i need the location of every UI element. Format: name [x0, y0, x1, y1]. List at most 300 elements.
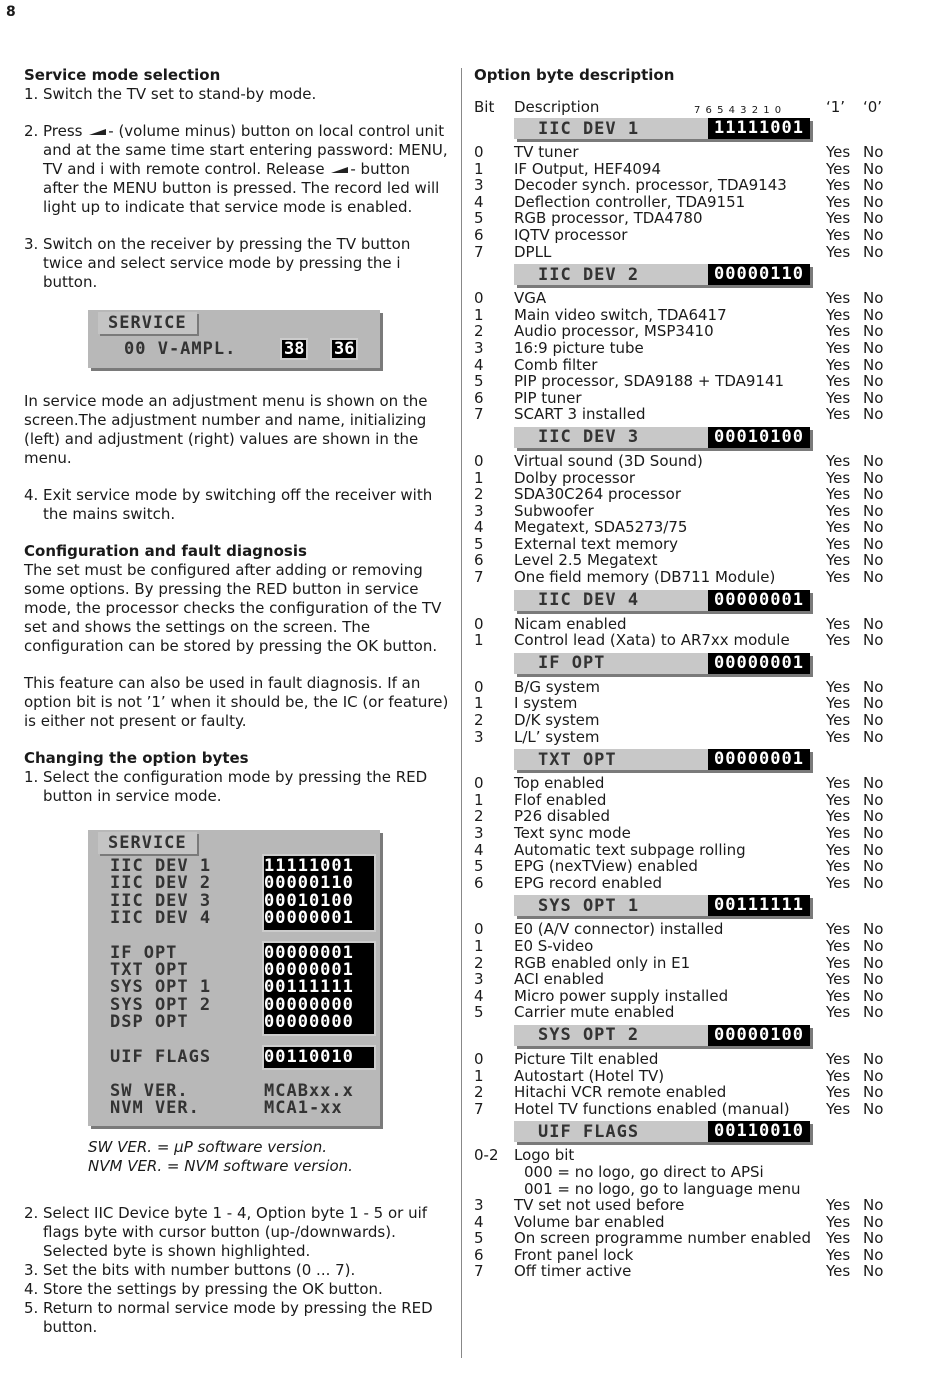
- page-number: 8: [6, 4, 16, 20]
- one-cell: Yes: [826, 631, 851, 650]
- option-row: [474, 1101, 934, 1118]
- config-step-2: 2. Select IIC Device byte 1 - 4, Option byte 1 - 5 or uif flags byte with cursor button (up-/downwards). Selected byte is shown highlighted.: [24, 1204, 428, 1260]
- description-cell: 000 = no logo, go direct to APSi: [524, 1162, 764, 1181]
- one-cell: Yes: [826, 1212, 851, 1231]
- description-cell: Level 2.5 Megatext: [514, 551, 658, 570]
- option-row: [474, 988, 934, 1005]
- osd-config-value: 00111111: [264, 977, 354, 998]
- description-cell: EPG record enabled: [514, 873, 662, 892]
- description-cell: PIP tuner: [514, 388, 582, 407]
- zero-cell: No: [863, 551, 884, 570]
- option-row: [474, 406, 934, 423]
- section-label: IF OPT: [538, 653, 606, 674]
- one-cell: Yes: [826, 857, 851, 876]
- option-row: [474, 307, 934, 324]
- col-bit: Bit: [474, 98, 495, 116]
- one-cell: Yes: [826, 1099, 851, 1118]
- caption-sw-version: SW VER. = μP software version.: [88, 1138, 327, 1156]
- one-cell: Yes: [826, 1245, 851, 1264]
- service-osd-small: [88, 310, 380, 368]
- option-row: [474, 486, 934, 503]
- bit-cell: 4: [474, 355, 484, 374]
- one-cell: Yes: [826, 225, 851, 244]
- option-row: [474, 1068, 934, 1085]
- section-value: 00110010: [708, 1121, 810, 1142]
- osd-config-row: [110, 1100, 368, 1117]
- option-row: [474, 373, 934, 390]
- zero-cell: No: [863, 920, 884, 939]
- one-cell: Yes: [826, 468, 851, 487]
- description-cell: Nicam enabled: [514, 614, 627, 633]
- bit-cell: 7: [474, 405, 484, 424]
- option-row: [474, 323, 934, 340]
- description-cell: B/G system: [514, 677, 600, 696]
- description-cell: RGB enabled only in E1: [514, 953, 691, 972]
- section-value: 00000100: [708, 1025, 810, 1046]
- osd-config-value: 00000001: [264, 960, 354, 981]
- zero-cell: No: [863, 1049, 884, 1068]
- option-row: [474, 1263, 934, 1280]
- section-bar: [514, 264, 810, 285]
- description-cell: ACI enabled: [514, 970, 605, 989]
- one-cell: [836, 1164, 873, 1181]
- description-cell: RGB processor, TDA4780: [514, 209, 703, 228]
- one-cell: Yes: [826, 176, 851, 195]
- option-row: [474, 1247, 934, 1264]
- one-cell: Yes: [826, 534, 851, 553]
- description-cell: External text memory: [514, 534, 679, 553]
- zero-cell: No: [863, 176, 884, 195]
- bit-cell: 5: [474, 1003, 484, 1022]
- zero-cell: No: [863, 694, 884, 713]
- zero-cell: No: [863, 1196, 884, 1215]
- description-cell: One field memory (DB711 Module): [514, 568, 776, 587]
- configuration-paragraph: The set must be configured after adding or removing some options. By pressing the RED button in service mode, the processor checks the configuration of the TV set and shows the settings on the screen. The configuration can be stored by pressing the OK button.: [24, 561, 442, 655]
- zero-cell: No: [863, 534, 884, 553]
- option-row: [474, 775, 934, 792]
- description-cell: Off timer active: [514, 1262, 632, 1281]
- one-cell: Yes: [826, 242, 851, 261]
- bit-cell: 5: [474, 534, 484, 553]
- zero-cell: No: [863, 485, 884, 504]
- description-cell: 001 = no logo, go to language menu: [524, 1179, 801, 1198]
- one-cell: Yes: [826, 727, 851, 746]
- option-row: [474, 453, 934, 470]
- description-cell: DPLL: [514, 242, 552, 261]
- option-row: [474, 1181, 934, 1198]
- description-cell: EPG (nexTView) enabled: [514, 857, 698, 876]
- one-cell: Yes: [826, 614, 851, 633]
- description-cell: P26 disabled: [514, 807, 611, 826]
- description-cell: D/K system: [514, 711, 600, 730]
- one-cell: Yes: [826, 305, 851, 324]
- zero-cell: No: [863, 1083, 884, 1102]
- option-row: [474, 1214, 934, 1231]
- zero-cell: No: [863, 1245, 884, 1264]
- section-label: UIF FLAGS: [538, 1121, 640, 1142]
- option-row: [474, 357, 934, 374]
- section-bar: [514, 1025, 810, 1046]
- option-row: [474, 177, 934, 194]
- section-label: IIC DEV 1: [538, 118, 640, 139]
- one-cell: Yes: [826, 807, 851, 826]
- step-1: 1. Switch the TV set to stand-by mode.: [24, 85, 317, 103]
- osd-config-value: 00000000: [264, 1012, 354, 1033]
- zero-cell: No: [863, 1212, 884, 1231]
- one-cell: Yes: [826, 936, 851, 955]
- option-row: [474, 792, 934, 809]
- osd-config-label: SW VER.: [110, 1081, 189, 1102]
- one-cell: Yes: [826, 355, 851, 374]
- zero-cell: No: [863, 677, 884, 696]
- bit-cell: 7: [474, 568, 484, 587]
- step-2: 2. Press - (volume minus) button on local control unit and at the same time start entering password: MENU, TV and i with remote control. Release - button after the MENU button is pressed. The record led will light up to indicate that service mode is enabled.: [24, 122, 448, 216]
- fault-diagnosis-paragraph: This feature can also be used in fault diagnosis. If an option bit is not ’1’ when it should be, the IC (or feature) is either not present or faulty.: [24, 674, 449, 730]
- config-step-5: 5. Return to normal service mode by pressing the RED button.: [24, 1299, 433, 1336]
- one-cell: Yes: [826, 774, 851, 793]
- step-4: 4. Exit service mode by switching off the receiver with the mains switch.: [24, 486, 433, 523]
- bit-cell: 0: [474, 289, 484, 308]
- zero-cell: No: [863, 209, 884, 228]
- zero-cell: No: [863, 451, 884, 470]
- bit-cell: 3: [474, 501, 484, 520]
- bit-order: 7 6 5 4 3 2 1 0: [694, 105, 783, 116]
- zero-cell: No: [863, 355, 884, 374]
- bit-cell: 6: [474, 1245, 484, 1264]
- osd-config-label: SYS OPT 1: [110, 977, 212, 998]
- osd-config-label: IF OPT: [110, 942, 178, 963]
- zero-cell: No: [863, 970, 884, 989]
- zero-cell: No: [863, 953, 884, 972]
- bit-cell: [474, 1164, 514, 1181]
- option-row: [474, 858, 934, 875]
- description-cell: Top enabled: [514, 774, 605, 793]
- bit-cell: 1: [474, 159, 484, 178]
- bit-cell: 2: [474, 1083, 484, 1102]
- one-cell: Yes: [826, 1003, 851, 1022]
- description-cell: Logo bit: [514, 1146, 575, 1165]
- zero-cell: No: [863, 322, 884, 341]
- bit-cell: 1: [474, 694, 484, 713]
- zero-cell: [863, 1147, 903, 1164]
- option-row: [474, 390, 934, 407]
- one-cell: Yes: [826, 501, 851, 520]
- option-row: [474, 825, 934, 842]
- bit-cell: 4: [474, 1212, 484, 1231]
- zero-cell: No: [863, 807, 884, 826]
- osd-config-row: [110, 1046, 368, 1067]
- bit-cell: 1: [474, 790, 484, 809]
- zero-cell: No: [863, 568, 884, 587]
- zero-cell: No: [863, 501, 884, 520]
- bit-cell: 1: [474, 1066, 484, 1085]
- one-cell: [826, 1147, 863, 1164]
- section-bar: [514, 118, 810, 139]
- heading-option-byte-description: Option byte description: [474, 66, 675, 84]
- service-osd-config: [88, 830, 380, 1126]
- bit-cell: 0: [474, 1049, 484, 1068]
- osd-config-value: 11111001: [264, 856, 354, 876]
- one-cell: Yes: [826, 451, 851, 470]
- one-cell: Yes: [826, 209, 851, 228]
- description-cell: IQTV processor: [514, 225, 628, 244]
- one-cell: Yes: [826, 694, 851, 713]
- description-cell: Picture Tilt enabled: [514, 1049, 659, 1068]
- bit-cell: 3: [474, 1196, 484, 1215]
- bit-cell: 0-2: [474, 1146, 499, 1165]
- section-bar: [514, 749, 810, 770]
- one-cell: Yes: [826, 322, 851, 341]
- one-cell: Yes: [826, 1083, 851, 1102]
- one-cell: Yes: [826, 840, 851, 859]
- option-row: [474, 470, 934, 487]
- description-cell: Flof enabled: [514, 790, 607, 809]
- osd-config-label: IIC DEV 1: [110, 856, 212, 876]
- zero-cell: No: [863, 518, 884, 537]
- option-row: [474, 552, 934, 569]
- bit-cell: 4: [474, 986, 484, 1005]
- osd-config-value: 00010100: [264, 890, 354, 911]
- option-row: [474, 210, 934, 227]
- left-column: [24, 66, 449, 1337]
- one-cell: Yes: [826, 790, 851, 809]
- section-label: IIC DEV 2: [538, 264, 640, 285]
- description-cell: Micro power supply installed: [514, 986, 729, 1005]
- section-value: 00000001: [708, 653, 810, 674]
- section-value: 00010100: [708, 427, 810, 448]
- bit-cell: 0: [474, 451, 484, 470]
- description-cell: On screen programme number enabled: [514, 1229, 812, 1248]
- heading-service-mode: Service mode selection: [24, 66, 221, 84]
- bit-cell: 6: [474, 551, 484, 570]
- option-row: [474, 519, 934, 536]
- bit-cell: 7: [474, 1262, 484, 1281]
- option-row: [474, 1197, 934, 1214]
- bit-cell: 7: [474, 242, 484, 261]
- bit-cell: 3: [474, 727, 484, 746]
- zero-cell: No: [863, 225, 884, 244]
- one-cell: Yes: [826, 289, 851, 308]
- osd-config-label: NVM VER.: [110, 1098, 200, 1119]
- one-cell: Yes: [826, 986, 851, 1005]
- section-bar: [514, 427, 810, 448]
- one-cell: Yes: [826, 1066, 851, 1085]
- bit-cell: 6: [474, 388, 484, 407]
- one-cell: Yes: [826, 338, 851, 357]
- osd-config-label: DSP OPT: [110, 1012, 189, 1033]
- bit-cell: 0: [474, 143, 484, 161]
- option-row: [474, 616, 934, 633]
- one-cell: Yes: [826, 711, 851, 730]
- col-description: Description: [514, 98, 600, 116]
- one-cell: Yes: [826, 677, 851, 696]
- zero-cell: No: [863, 159, 884, 178]
- right-column: [474, 66, 934, 1282]
- one-cell: Yes: [826, 372, 851, 391]
- bit-cell: 5: [474, 857, 484, 876]
- section-label: IIC DEV 4: [538, 590, 640, 611]
- osd-init-value: 38: [280, 338, 308, 360]
- osd-config-value: 00000001: [264, 908, 354, 929]
- osd-config-value: 00000110: [264, 873, 354, 894]
- osd-tab-service: SERVICE: [98, 312, 197, 334]
- option-row: [474, 194, 934, 211]
- osd-config-label: IIC DEV 2: [110, 873, 212, 894]
- description-cell: VGA: [514, 289, 547, 308]
- zero-cell: No: [863, 873, 884, 892]
- col-zero: ‘0’: [863, 98, 883, 116]
- description-cell: Volume bar enabled: [514, 1212, 665, 1231]
- zero-cell: No: [863, 857, 884, 876]
- option-row: [474, 1004, 934, 1021]
- one-cell: Yes: [826, 388, 851, 407]
- one-cell: Yes: [826, 143, 851, 161]
- bit-cell: 2: [474, 711, 484, 730]
- description-cell: Front panel lock: [514, 1245, 634, 1264]
- bit-cell: 3: [474, 176, 484, 195]
- one-cell: Yes: [826, 873, 851, 892]
- section-bar: [514, 653, 810, 674]
- zero-cell: No: [863, 388, 884, 407]
- description-cell: Automatic text subpage rolling: [514, 840, 746, 859]
- zero-cell: [873, 1181, 913, 1198]
- zero-cell: No: [863, 405, 884, 424]
- zero-cell: No: [863, 1229, 884, 1248]
- osd-config-row: [110, 1014, 368, 1031]
- bit-cell: 1: [474, 305, 484, 324]
- description-cell: SCART 3 installed: [514, 405, 646, 424]
- step-3: 3. Switch on the receiver by pressing the TV button twice and select service mode by pressing the i button.: [24, 235, 411, 291]
- bit-cell: 0: [474, 677, 484, 696]
- description-cell: PIP processor, SDA9188 + TDA9141: [514, 372, 785, 391]
- bit-cell: 4: [474, 518, 484, 537]
- description-cell: IF Output, HEF4094: [514, 159, 662, 178]
- description-cell: E0 S-video: [514, 936, 594, 955]
- service-mode-paragraph: In service mode an adjustment menu is shown on the screen.The adjustment number and name, initializing (left) and adjustment (right) values are shown in the menu.: [24, 392, 428, 467]
- one-cell: Yes: [826, 953, 851, 972]
- section-label: TXT OPT: [538, 749, 617, 770]
- option-row: [474, 679, 934, 696]
- osd-config-value: MCA1-xx: [264, 1098, 343, 1119]
- zero-cell: No: [863, 305, 884, 324]
- one-cell: Yes: [826, 824, 851, 842]
- option-row: [474, 227, 934, 244]
- zero-cell: No: [863, 824, 884, 842]
- option-row: [474, 938, 934, 955]
- osd-config-value: MCABxx.x: [264, 1081, 354, 1102]
- option-row: [474, 340, 934, 357]
- zero-cell: No: [863, 1003, 884, 1022]
- option-row: [474, 1164, 934, 1181]
- option-row: [474, 161, 934, 178]
- osd-config-label: UIF FLAGS: [110, 1046, 212, 1067]
- zero-cell: No: [863, 631, 884, 650]
- description-cell: Hitachi VCR remote enabled: [514, 1083, 727, 1102]
- zero-cell: No: [863, 711, 884, 730]
- description-cell: TV set not used before: [514, 1196, 685, 1215]
- option-row: [474, 144, 934, 161]
- zero-cell: No: [863, 468, 884, 487]
- bit-cell: 6: [474, 873, 484, 892]
- bit-cell: 3: [474, 970, 484, 989]
- volume-minus-icon: [89, 129, 106, 135]
- description-cell: Autostart (Hotel TV): [514, 1066, 665, 1085]
- column-divider: [461, 68, 462, 1358]
- section-bar: [514, 1121, 810, 1142]
- section-value: 00000110: [708, 264, 810, 285]
- volume-minus-icon: [331, 167, 348, 173]
- option-row: [474, 244, 934, 261]
- option-row: [474, 290, 934, 307]
- description-cell: Deflection controller, TDA9151: [514, 192, 746, 211]
- osd-config-label: IIC DEV 4: [110, 908, 212, 929]
- bit-cell: 2: [474, 485, 484, 504]
- option-row: [474, 632, 934, 649]
- description-cell: TV tuner: [514, 143, 579, 161]
- description-cell: Subwoofer: [514, 501, 594, 520]
- option-row: [474, 1230, 934, 1247]
- osd-config-value: 00110010: [264, 1046, 354, 1067]
- option-row: [474, 1051, 934, 1068]
- osd-config-value: 00000000: [264, 994, 354, 1015]
- one-cell: Yes: [826, 970, 851, 989]
- bit-cell: 7: [474, 1099, 484, 1118]
- zero-cell: No: [863, 774, 884, 793]
- one-cell: Yes: [826, 568, 851, 587]
- bit-cell: [474, 1181, 514, 1198]
- option-row: [474, 695, 934, 712]
- one-cell: Yes: [826, 518, 851, 537]
- bit-cell: 0: [474, 920, 484, 939]
- heading-option-bytes: Changing the option bytes: [24, 749, 249, 767]
- osd-config-value: 00000001: [264, 942, 354, 963]
- option-row: [474, 536, 934, 553]
- bit-cell: 6: [474, 225, 484, 244]
- zero-cell: No: [863, 289, 884, 308]
- description-cell: Dolby processor: [514, 468, 636, 487]
- one-cell: Yes: [826, 405, 851, 424]
- description-cell: Virtual sound (3D Sound): [514, 451, 703, 470]
- option-row: [474, 729, 934, 746]
- zero-cell: No: [863, 936, 884, 955]
- bit-cell: 4: [474, 840, 484, 859]
- option-row: [474, 842, 934, 859]
- bit-cell: 2: [474, 322, 484, 341]
- one-cell: Yes: [826, 1049, 851, 1068]
- caption-nvm-version: NVM VER. = NVM software version.: [88, 1157, 353, 1175]
- section-value: 11111001: [708, 118, 810, 139]
- zero-cell: [873, 1164, 913, 1181]
- section-bar: [514, 590, 810, 611]
- one-cell: Yes: [826, 485, 851, 504]
- bit-cell: 3: [474, 824, 484, 842]
- description-cell: Hotel TV functions enabled (manual): [514, 1099, 790, 1118]
- bit-cell: 3: [474, 338, 484, 357]
- osd-item: 00 V-AMPL.: [124, 339, 237, 359]
- section-value: 00000001: [708, 590, 810, 611]
- description-cell: Audio processor, MSP3410: [514, 322, 714, 341]
- bit-cell: 1: [474, 468, 484, 487]
- osd-adj-value: 36: [330, 338, 358, 360]
- bit-cell: 4: [474, 192, 484, 211]
- osd-config-label: IIC DEV 3: [110, 890, 212, 911]
- osd-config-label: TXT OPT: [110, 960, 189, 981]
- description-cell: Megatext, SDA5273/75: [514, 518, 688, 537]
- bit-cell: 2: [474, 953, 484, 972]
- option-row: [474, 1147, 934, 1164]
- section-label: IIC DEV 3: [538, 427, 640, 448]
- description-cell: Main video switch, TDA6417: [514, 305, 727, 324]
